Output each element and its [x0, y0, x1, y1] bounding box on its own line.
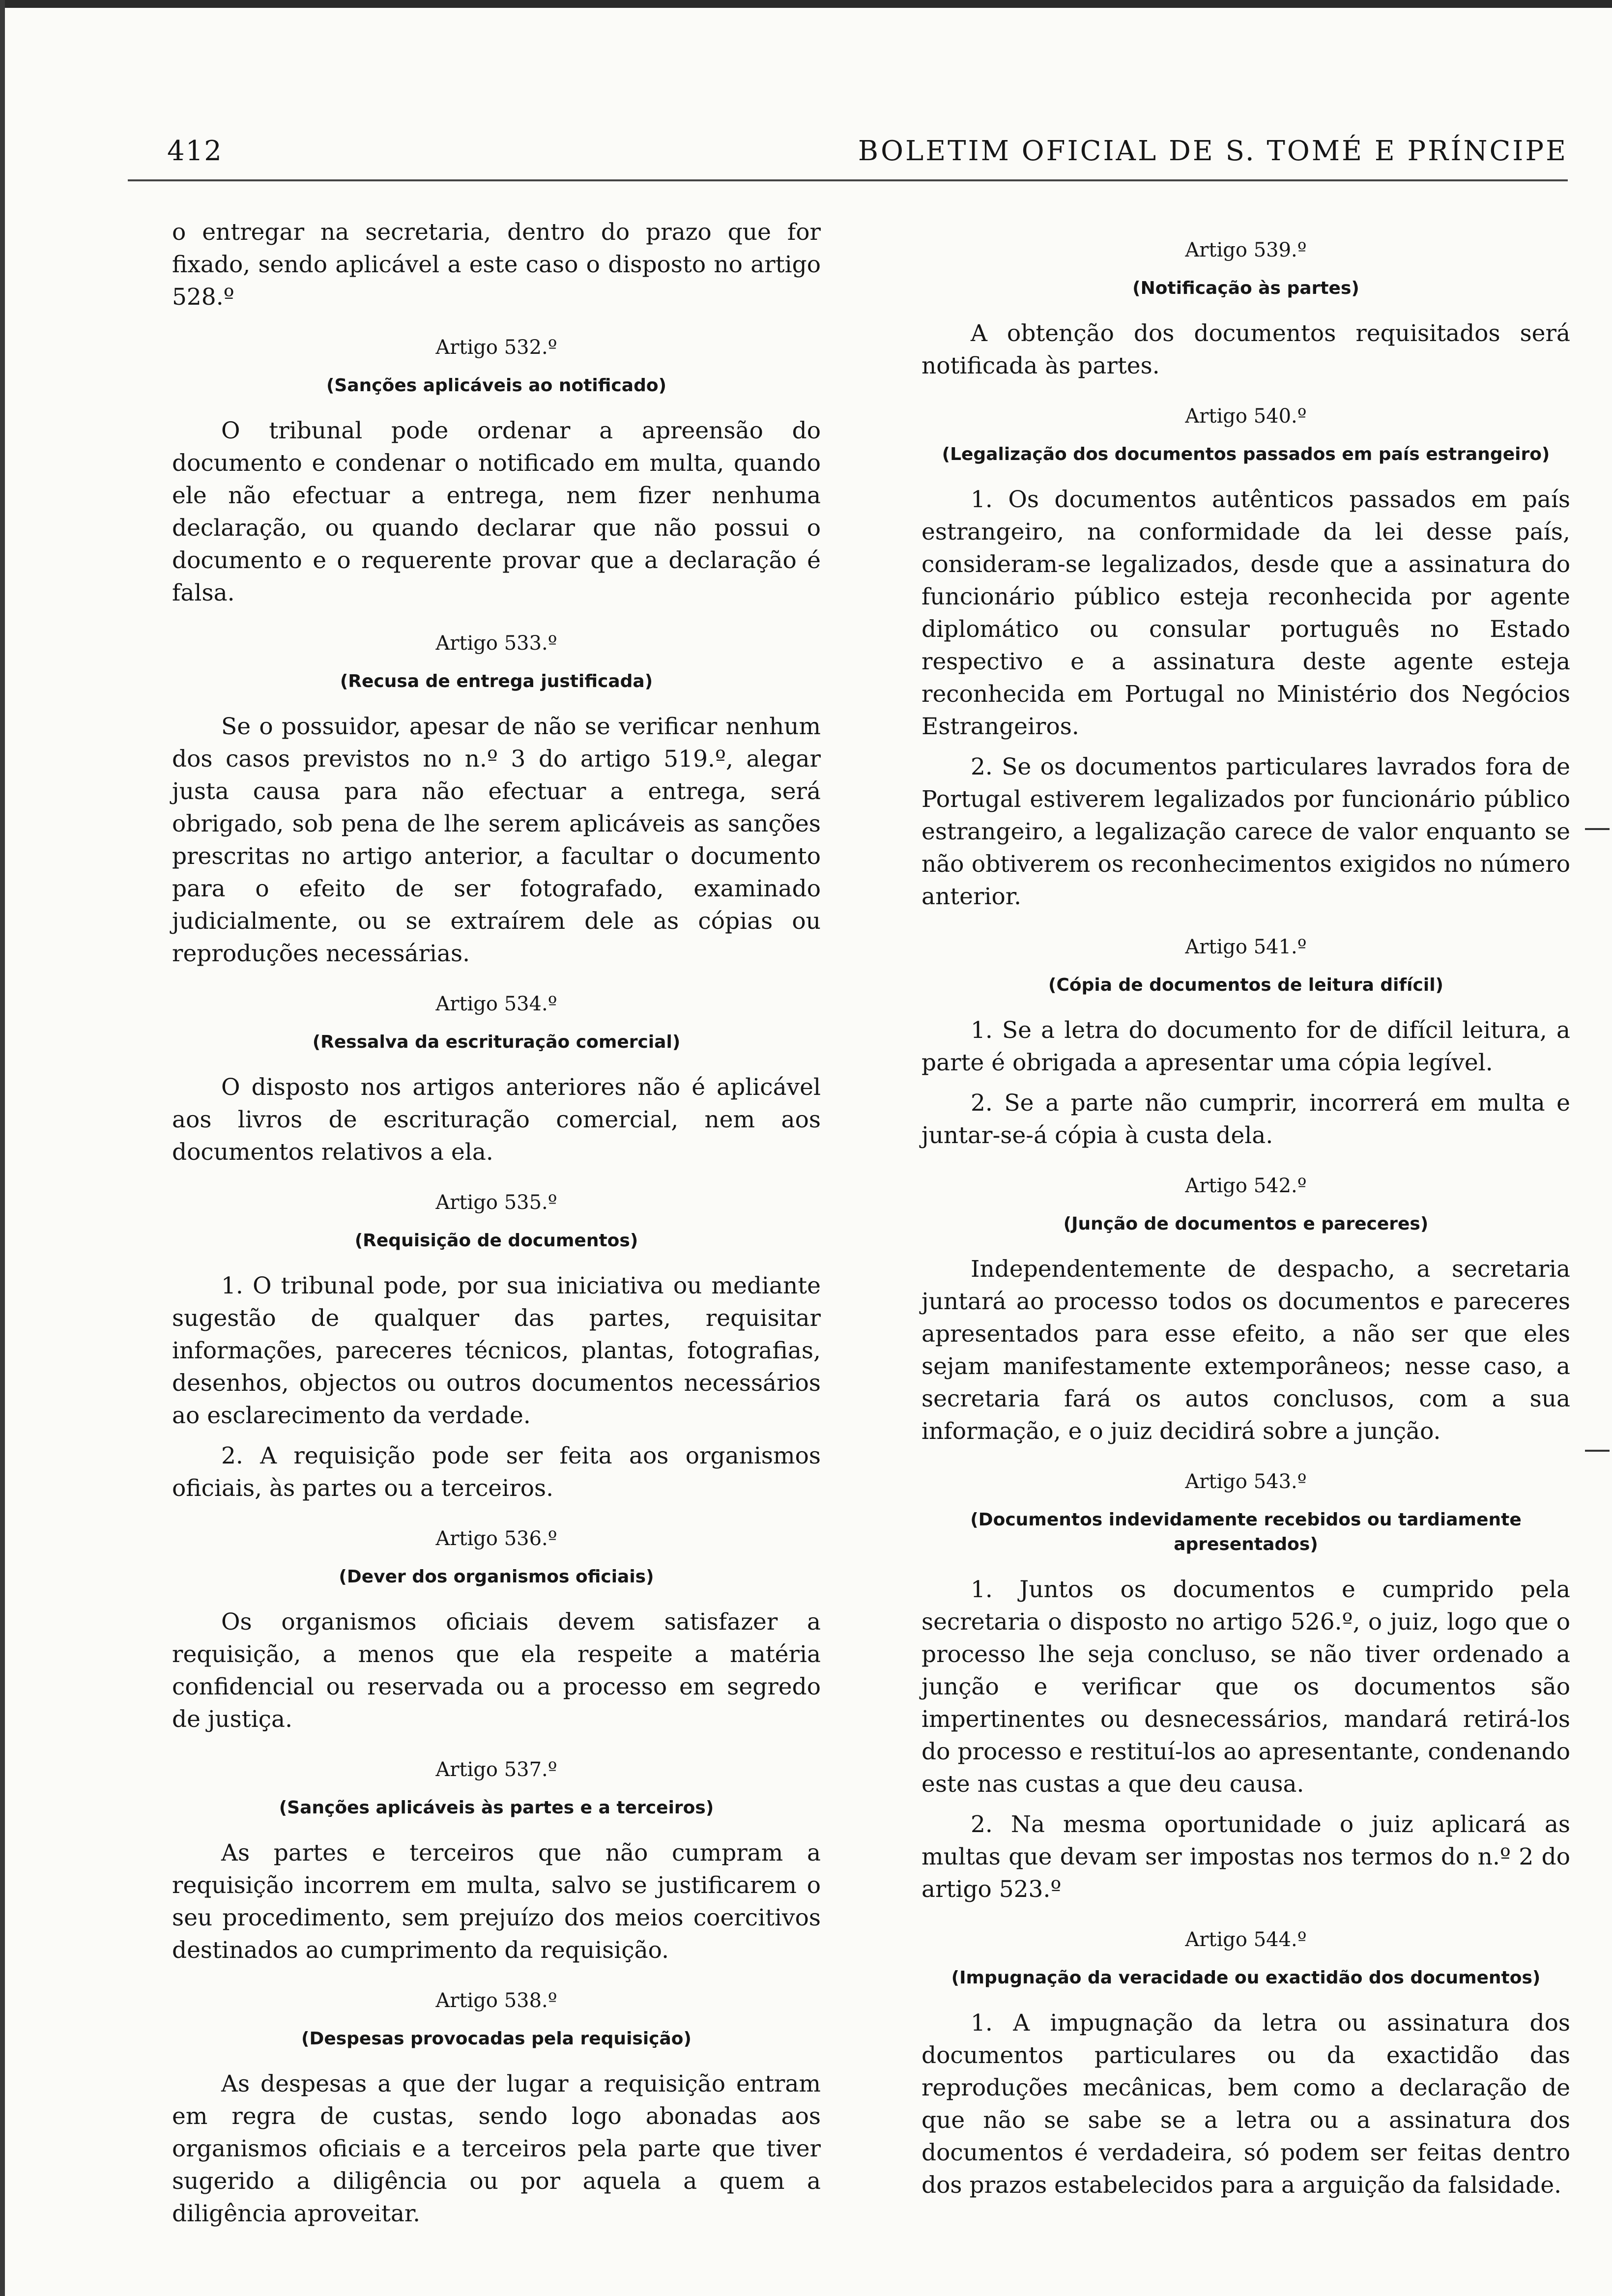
article-paragraph: A obtenção dos documentos requisitados será notificada às partes. [921, 320, 1570, 379]
left-articles [172, 336, 821, 2230]
margin-mark [1585, 1450, 1610, 1452]
article-number: Artigo 534.º [435, 993, 557, 1015]
article-number: Artigo 537.º [435, 1758, 557, 1781]
page-top-rule [0, 0, 1612, 8]
article-paragraph: As despesas a que der lugar a requisição entram em regra de custas, sendo logo abonadas aos organismos oficiais e a terceiros pela parte que tiver sugerido a diligência ou por aquela a quem a diligência aproveitar. [172, 2070, 821, 2227]
article [921, 405, 1570, 913]
article-title: (Ressalva da escrituração comercial) [312, 1032, 681, 1052]
article-number: Artigo 538.º [435, 1989, 557, 2012]
article-number: Artigo 535.º [435, 1191, 557, 1214]
article-title: (Impugnação da veracidade ou exactidão dos documentos) [951, 1968, 1541, 1988]
article-paragraph: 1. O tribunal pode, por sua iniciativa ou mediante sugestão de qualquer das partes, requisitar informações, pareceres técnicos, plantas, fotografias, desenhos, objectos ou outros documentos necessários ao esclarecimento da verdade. [172, 1272, 821, 1429]
article-paragraph: O disposto nos artigos anteriores não é aplicável aos livros de escrituração comercial, nem aos documentos relativos a ela. [172, 1074, 821, 1166]
continued-paragraph: o entregar na secretaria, dentro do prazo que for fixado, sendo aplicável a este caso o disposto no artigo 528.º [172, 219, 821, 311]
article-number: Artigo 533.º [435, 632, 557, 655]
article-title: (Notificação às partes) [1132, 278, 1359, 298]
article-title: (Dever dos organismos oficiais) [339, 1567, 654, 1587]
article [172, 336, 821, 609]
article-title: (Documentos indevidamente recebidos ou tardiamente apresentados) [970, 1510, 1522, 1554]
page-header [167, 125, 1568, 170]
header-rule [128, 179, 1568, 181]
article-paragraph: 1. Se a letra do documento for de difícil leitura, a parte é obrigada a apresentar uma cópia legível. [921, 1017, 1570, 1076]
article-title: (Sanções aplicáveis às partes e a terceiros) [279, 1798, 714, 1818]
article [172, 1989, 821, 2230]
article-title: (Despesas provocadas pela requisição) [301, 2029, 691, 2049]
article-title: (Junção de documentos e pareceres) [1063, 1214, 1429, 1234]
article-title: (Sanções aplicáveis ao notificado) [326, 375, 667, 396]
article-paragraph: 2. Se os documentos particulares lavrados fora de Portugal estiverem legalizados por funcionário público estrangeiro, a legalização carece de valor enquanto se não obtiverem os reconhecimentos exigidos no número anterior. [921, 753, 1570, 910]
article-paragraph: 2. A requisição pode ser feita aos organismos oficiais, às partes ou a terceiros. [172, 1442, 821, 1502]
article [172, 632, 821, 970]
article-number: Artigo 542.º [1185, 1175, 1307, 1197]
left-column [172, 216, 821, 2238]
article [172, 1191, 821, 1505]
article [172, 1758, 821, 1967]
article-title: (Legalização dos documentos passados em país estrangeiro) [942, 444, 1550, 464]
article [921, 936, 1570, 1152]
article-number: Artigo 532.º [435, 336, 557, 359]
article-number: Artigo 544.º [1185, 1928, 1307, 1951]
article-number: Artigo 539.º [1185, 239, 1307, 261]
article-number: Artigo 541.º [1185, 936, 1307, 958]
article [921, 1928, 1570, 2202]
article [921, 239, 1570, 382]
article-title: (Cópia de documentos de leitura difícil) [1048, 975, 1443, 995]
article-paragraph: 2. Se a parte não cumprir, incorrerá em multa e juntar-se-á cópia à custa dela. [921, 1090, 1570, 1149]
right-articles [921, 239, 1570, 2202]
article [921, 1470, 1570, 1906]
article-paragraph: O tribunal pode ordenar a apreensão do documento e condenar o notificado em multa, quando ele não efectuar a entrega, nem fizer nenhuma declaração, ou quando declarar que não possui o documento e o requerente provar que a declaração é falsa. [172, 417, 821, 606]
article-paragraph: Se o possuidor, apesar de não se verificar nenhum dos casos previstos no n.º 3 do artigo 519.º, alegar justa causa para não efectuar a entrega, será obrigado, sob pena de lhe serem aplicáveis as sanções prescritas no artigo anterior, a facultar o documento para o efeito de ser fotografado, examinado judicialmente, ou se extraírem dele as cópias ou reproduções necessárias. [172, 713, 821, 967]
page-number: 412 [167, 135, 223, 167]
article-paragraph: 2. Na mesma oportunidade o juiz aplicará as multas que devam ser impostas nos termos do n.º 2 do artigo 523.º [921, 1811, 1570, 1903]
article-paragraph: Os organismos oficiais devem satisfazer a requisição, a menos que ela respeite a matéria confidencial ou reservada ou a processo em segredo de justiça. [172, 1608, 821, 1733]
journal-title: BOLETIM OFICIAL DE S. TOMÉ E PRÍNCIPE [858, 135, 1568, 167]
article [172, 1527, 821, 1736]
article-paragraph: As partes e terceiros que não cumpram a requisição incorrem em multa, salvo se justificarem o seu procedimento, sem prejuízo dos meios coercitivos destinados ao cumprimento da requisição. [172, 1839, 821, 1964]
article-number: Artigo 543.º [1185, 1470, 1307, 1493]
margin-mark [1585, 828, 1610, 830]
article [921, 1175, 1570, 1448]
article [172, 993, 821, 1169]
article-paragraph: 1. A impugnação da letra ou assinatura dos documentos particulares ou da exactidão das reproduções mecânicas, bem como a declaração de que não se sabe se a letra ou a assinatura dos documentos é verdadeira, só podem ser feitas dentro dos prazos estabelecidos para a arguição da falsidade. [921, 2009, 1570, 2199]
article-number: Artigo 536.º [435, 1527, 557, 1550]
article-paragraph: 1. Os documentos autênticos passados em país estrangeiro, na conformidade da lei desse país, consideram-se legalizados, desde que a assinatura do funcionário público esteja reconhecida por agente diplomático ou consular português no Estado respectivo e a assinatura deste agente esteja reconhecida em Portugal no Ministério dos Negócios Estrangeiros. [921, 486, 1570, 740]
right-column [921, 216, 1570, 2210]
article-paragraph: 1. Juntos os documentos e cumprido pela secretaria o disposto no artigo 526.º, o juiz, logo que o processo lhe seja concluso, se não tiver ordenado a junção e verificar que os documentos são impertinentes ou desnecessários, mandará retirá-los do processo e restituí-los ao apresentante, condenando este nas custas a que deu causa. [921, 1576, 1570, 1798]
article-title: (Recusa de entrega justificada) [340, 671, 653, 691]
article-paragraph: Independentemente de despacho, a secretaria juntará ao processo todos os documentos e pareceres apresentados para esse efeito, a não ser que eles sejam manifestamente extemporâneos; nesse caso, a secretaria fará os autos conclusos, com a sua informação, e o juiz decidirá sobre a junção. [921, 1256, 1570, 1445]
article-number: Artigo 540.º [1185, 405, 1307, 428]
scan-edge [0, 0, 5, 2296]
article-title: (Requisição de documentos) [354, 1231, 638, 1251]
